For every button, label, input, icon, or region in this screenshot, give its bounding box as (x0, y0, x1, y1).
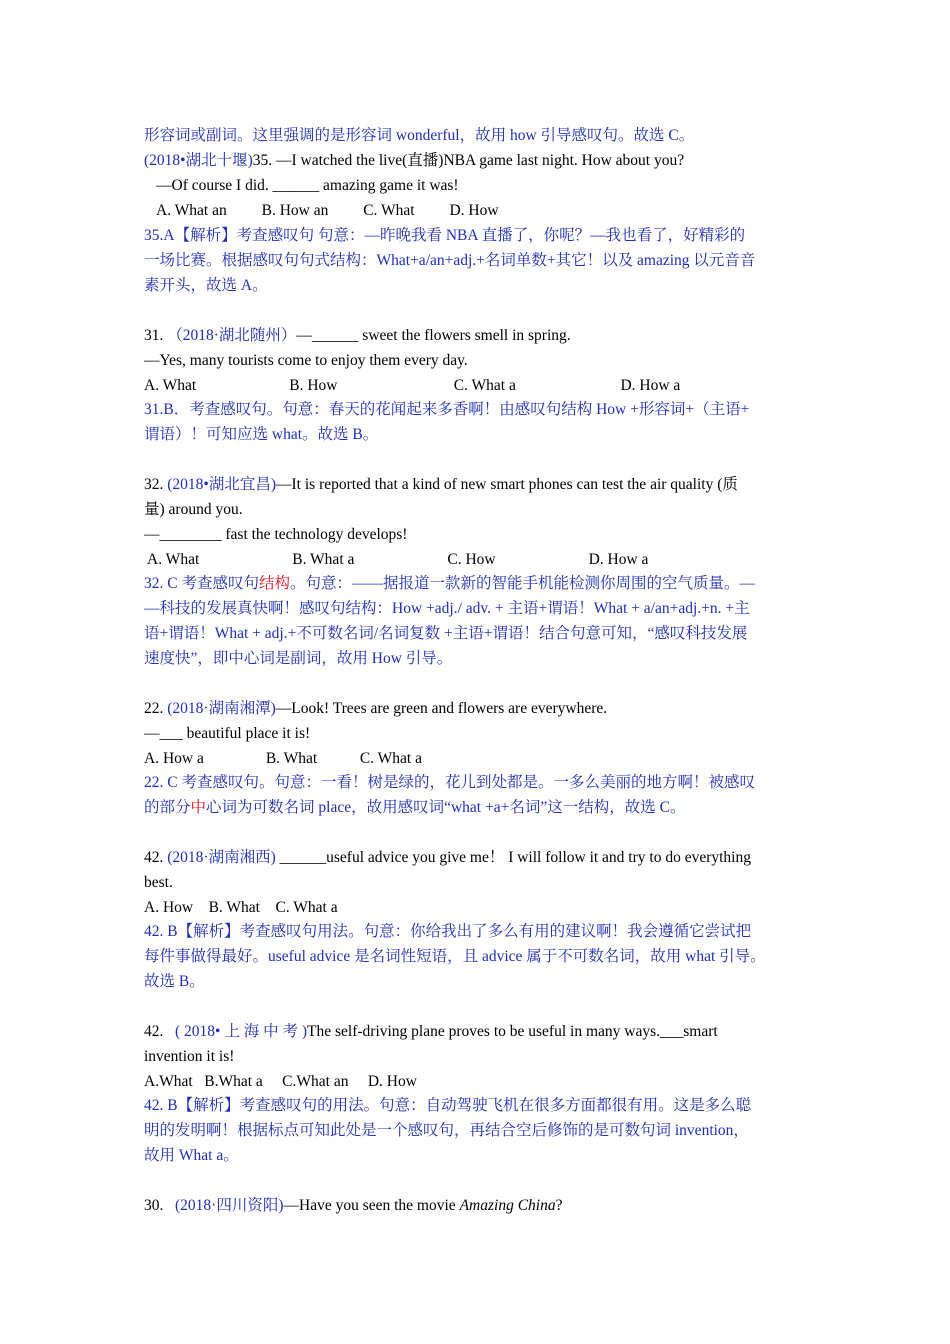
analysis-text: 素开头，故选 A。 (144, 277, 268, 294)
question-text: 42. (144, 849, 168, 866)
question-text: The self-driving plane proves to be useful in many ways.___smart (307, 1023, 718, 1040)
text-line (144, 947, 766, 967)
analysis-text: 。句意：——据报道一款新的智能手机能检测你周围的空气质量。— (289, 575, 755, 592)
analysis-text: 故选 B。 (144, 973, 205, 990)
text-line (144, 525, 407, 545)
text-line (144, 351, 468, 371)
analysis-text: —科技的发展真快啊！感叹句结构：How +adj./ adv. + 主语+谓语！What + a/an+adj.+n. +主 (144, 600, 750, 617)
analysis-text: 的部分 (144, 799, 191, 816)
analysis-text: 心词为可数名词 place，故用感叹词“what +a+名词”这一结构，故选 C。 (206, 799, 686, 816)
question-text: A. What B. What a C. How D. How a (144, 551, 649, 568)
analysis-text: (2018•湖北十堰) (144, 152, 253, 169)
text-line (156, 176, 459, 196)
text-line (144, 1146, 239, 1166)
text-line (144, 425, 378, 445)
question-text: —Look! Trees are green and flowers are everywhere. (275, 700, 608, 717)
question-text: 22. (144, 700, 168, 717)
text-line (144, 798, 685, 818)
question-text: ______useful advice you give me！ I will follow it and try to do everything (275, 849, 751, 866)
question-text: 30. (144, 1197, 175, 1214)
text-line (144, 898, 338, 918)
text-line (144, 550, 648, 570)
analysis-text: 每件事做得最好。useful advice 是名词性短语，且 advice 属于不可数名词，故用 what 引导。 (144, 948, 766, 965)
analysis-text: 明的发明啊！根据标点可知此处是一个感叹句，再结合空后修饰的是可数句词 invention， (144, 1122, 749, 1139)
question-text: —Of course I did. ______ amazing game it was! (156, 177, 459, 194)
analysis-text: 故用 What a。 (144, 1147, 239, 1164)
analysis-text: 形容词或副词。这里强调的是形容词 wonderful，故用 how 引导感叹句。故选 C。 (144, 127, 695, 144)
question-text: 42. (144, 1023, 175, 1040)
text-line (144, 1121, 749, 1141)
text-line (144, 848, 751, 868)
question-text: A. How B. What C. What a (144, 899, 338, 916)
highlight-text: 中 (190, 799, 207, 816)
question-text: Amazing China (459, 1197, 556, 1214)
analysis-text: 速度快”，即中心词是副词，故用 How 引导。 (144, 650, 453, 667)
question-text: —Yes, many tourists come to enjoy them every day. (144, 352, 468, 369)
text-line (144, 773, 755, 793)
text-line (144, 151, 684, 171)
question-text: 35. —I watched the live(直播)NBA game last night. How about you? (252, 152, 685, 169)
text-line (144, 1022, 718, 1042)
analysis-text: 42. B【解析】考查感叹句的用法。句意：自动驾驶飞机在很多方面都很有用。这是多么聪 (144, 1097, 752, 1114)
text-line (144, 724, 310, 744)
text-line (144, 1096, 751, 1116)
text-line (144, 873, 173, 893)
question-text: invention it is! (144, 1048, 235, 1065)
text-line (144, 226, 745, 246)
text-line (144, 326, 571, 346)
text-line (144, 475, 738, 495)
text-line (144, 126, 694, 146)
question-text: best. (144, 874, 173, 891)
text-line (144, 400, 749, 420)
text-line (144, 1072, 417, 1092)
analysis-text: (2018·湖南湘潭) (167, 700, 276, 717)
text-line (144, 1047, 234, 1067)
question-text: 量) around you. (144, 501, 243, 518)
analysis-text: ( 2018• 上 海 中 考 ) (175, 1023, 308, 1040)
text-line (144, 500, 243, 520)
text-line (156, 201, 499, 221)
text-line (144, 649, 452, 669)
question-text: A.What B.What a C.What an D. How (144, 1073, 417, 1090)
analysis-text: 22. C 考查感叹句。句意：一看！树是绿的，花儿到处都是。一多么美丽的地方啊！被感叹 (144, 774, 755, 791)
analysis-text: (2018·湖南湘西) (167, 849, 276, 866)
analysis-text: 谓语）！可知应选 what。故选 B。 (144, 426, 379, 443)
analysis-text: 42. B【解析】考查感叹句用法。句意：你给我出了多么有用的建议啊！我会遵循它尝试把 (144, 923, 752, 940)
question-text: —Have you seen the movie (283, 1197, 460, 1214)
question-text: A. How a B. What C. What a (144, 750, 422, 767)
analysis-text: 35.A【解析】考查感叹句 句意：—昨晚我看 NBA 直播了，你呢？—我也看了，好精彩的 (144, 227, 746, 244)
question-text: A. What an B. How an C. What D. How (156, 202, 499, 219)
analysis-text: （2018·湖北随州） (167, 327, 297, 344)
question-text: 31. (144, 327, 168, 344)
text-line (144, 574, 755, 594)
question-text: 32. (144, 476, 168, 493)
highlight-text: 结构 (258, 575, 290, 592)
text-line (144, 599, 750, 619)
text-line (144, 1196, 562, 1216)
analysis-text: 31.B．考查感叹句。句意：春天的花闻起来多香啊！由感叹句结构 How +形容词+（主语+ (144, 401, 750, 418)
question-text: —________ fast the technology develops! (144, 526, 408, 543)
text-line (144, 922, 751, 942)
analysis-text: (2018·四川资阳) (175, 1197, 284, 1214)
question-text: A. What B. How C. What a D. How a (144, 377, 681, 394)
question-text: —______ sweet the flowers smell in spring. (296, 327, 571, 344)
text-line (144, 624, 747, 644)
text-line (144, 699, 607, 719)
text-line (144, 276, 268, 296)
question-text: —___ beautiful place it is! (144, 725, 311, 742)
text-line (144, 972, 205, 992)
text-line (144, 376, 680, 396)
analysis-text: 一场比赛。根据感叹句句式结构：What+a/an+adj.+名词单数+其它！以及 amazing 以元音音 (144, 252, 756, 269)
analysis-text: 32. C 考查感叹句 (144, 575, 259, 592)
analysis-text: (2018•湖北宜昌) (167, 476, 277, 493)
text-line (144, 251, 755, 271)
analysis-text: 语+谓语！What + adj.+不可数名词/名词复数 +主语+谓语！结合句意可知，“感叹科技发展 (144, 625, 748, 642)
text-line (144, 749, 422, 769)
question-text: —It is reported that a kind of new smart phones can test the air quality (质 (276, 476, 738, 493)
question-text: ? (555, 1197, 563, 1214)
